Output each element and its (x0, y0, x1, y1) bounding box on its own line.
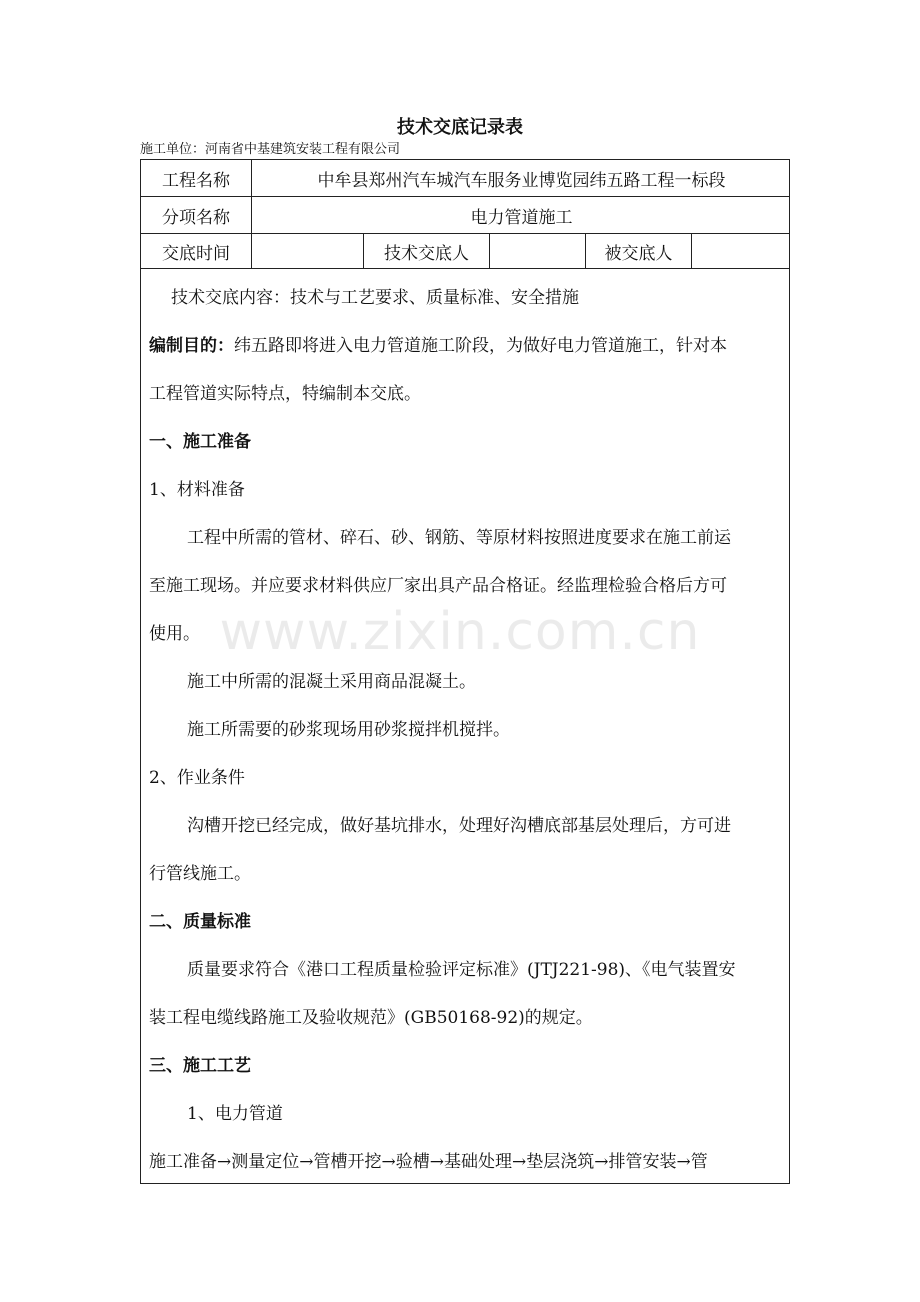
sub1-p2: 施工中所需的混凝土采用商品混凝土。 (187, 672, 476, 692)
section2-heading: 二、质量标准 (149, 912, 251, 932)
construction-unit: 施工单位：河南省中基建筑安装工程有限公司 (140, 142, 401, 157)
purpose-label: 编制目的： (149, 336, 234, 356)
discloser-value (489, 234, 585, 268)
watermark: www.zixin.com.cn (219, 602, 701, 662)
sub1-p1-line-2: 至施工现场。并应要求材料供应厂家出具产品合格证。经监理检验合格后方可 (149, 576, 727, 596)
sub1-p1-line-3: 使用。 (149, 624, 200, 644)
purpose-text-1: 纬五路即将进入电力管道施工阶段，为做好电力管道施工，针对本 (234, 336, 727, 356)
section1-heading: 一、施工准备 (149, 432, 251, 452)
project-name-row (141, 160, 789, 197)
recipient-label: 被交底人 (585, 234, 691, 268)
sub1-p1-line-1: 工程中所需的管材、碎石、砂、钢筋、等原材料按照进度要求在施工前运 (187, 528, 731, 548)
sec3-sub1-heading: 1、电力管道 (187, 1104, 283, 1124)
sub2-p1-line-1: 沟槽开挖已经完成，做好基坑排水，处理好沟槽底部基层处理后，方可进 (187, 816, 731, 836)
time-value (251, 234, 363, 268)
item-name-value: 电力管道施工 (251, 197, 791, 233)
item-name-label: 分项名称 (162, 207, 230, 228)
item-name-row (141, 197, 789, 234)
purpose-line-2: 工程管道实际特点，特编制本交底。 (149, 384, 421, 404)
sec2-p1-line-1: 质量要求符合《港口工程质量检验评定标准》(JTJ221-98)、《电气装置安 (187, 960, 736, 980)
disclosure-row (141, 234, 789, 269)
sec2-p1-line-2: 装工程电缆线路施工及验收规范》(GB50168-92)的规定。 (149, 1008, 593, 1028)
record-table (140, 159, 790, 1184)
project-name-value: 中牟县郑州汽车城汽车服务业博览园纬五路工程一标段 (251, 160, 791, 196)
sub2-heading: 2、作业条件 (149, 768, 245, 788)
project-name-label: 工程名称 (162, 170, 230, 191)
recipient-value (691, 234, 791, 268)
sub1-heading: 1、材料准备 (149, 480, 245, 500)
purpose-line-1 (149, 331, 727, 356)
content-intro: 技术交底内容：技术与工艺要求、质量标准、安全措施 (171, 288, 579, 308)
section3-heading: 三、施工工艺 (149, 1056, 251, 1076)
sub1-p3: 施工所需要的砂浆现场用砂浆搅拌机搅拌。 (187, 720, 510, 740)
discloser-label: 技术交底人 (363, 234, 489, 268)
time-label: 交底时间 (162, 243, 230, 264)
document-title: 技术交底记录表 (397, 117, 523, 138)
sub2-p1-line-2: 行管线施工。 (149, 864, 251, 884)
sec3-process-flow: 施工准备→测量定位→管槽开挖→验槽→基础处理→垫层浇筑→排管安装→管 (149, 1152, 708, 1172)
